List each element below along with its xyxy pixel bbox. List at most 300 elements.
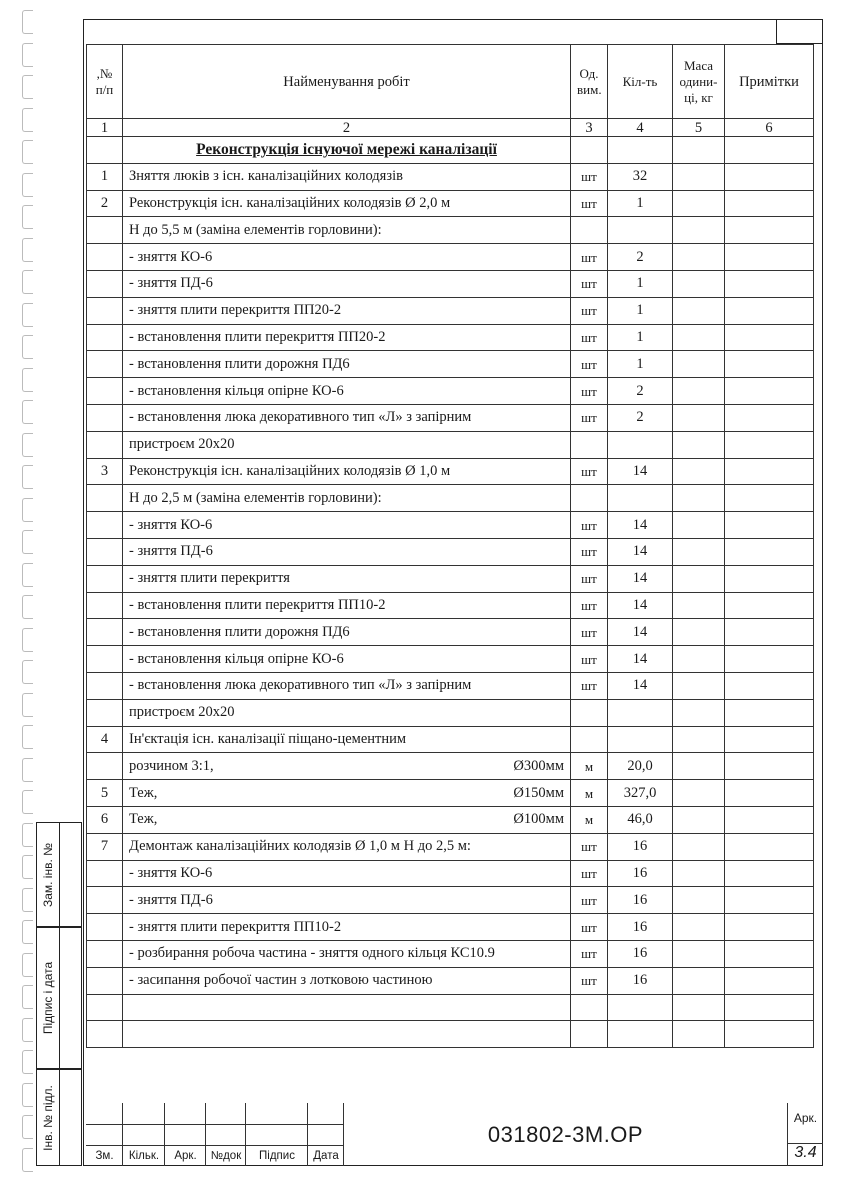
binding-hole xyxy=(22,10,33,34)
row-name: - зняття плити перекриття ПП10-2 xyxy=(123,914,571,941)
title-block xyxy=(86,1103,823,1166)
table-row xyxy=(87,833,814,860)
row-mass xyxy=(673,163,725,190)
binding-hole xyxy=(22,595,33,619)
row-unit: шт xyxy=(571,244,608,271)
row-unit xyxy=(571,1021,608,1048)
row-qty xyxy=(608,485,673,512)
side-label-pidpys: Підпис і дата xyxy=(41,961,55,1035)
row-mass xyxy=(673,378,725,405)
row-number xyxy=(87,860,123,887)
row-qty: 16 xyxy=(608,860,673,887)
row-name xyxy=(123,994,571,1021)
row-name: - встановлення плити перекриття ПП20-2 xyxy=(123,324,571,351)
table-row xyxy=(87,780,814,807)
binding-hole xyxy=(22,1083,33,1107)
binding-hole xyxy=(22,693,33,717)
row-mass xyxy=(673,967,725,994)
table-row xyxy=(87,753,814,780)
row-note xyxy=(725,485,814,512)
side-box-inv-pidl xyxy=(36,1069,82,1166)
table-row xyxy=(87,994,814,1021)
table-row xyxy=(87,619,814,646)
row-name xyxy=(123,1021,571,1048)
table-row xyxy=(87,646,814,673)
binding-hole xyxy=(22,303,33,327)
binding-hole xyxy=(22,498,33,522)
side-box-pidpys xyxy=(36,927,82,1069)
row-note xyxy=(725,646,814,673)
column-number: 4 xyxy=(608,119,673,137)
binding-hole xyxy=(22,1050,33,1074)
row-name: - зняття КО-6 xyxy=(123,512,571,539)
row-note xyxy=(725,217,814,244)
header-mass: Маса одини-ці, кг xyxy=(673,45,725,119)
row-number: 6 xyxy=(87,806,123,833)
row-number xyxy=(87,1021,123,1048)
stamp-label: Арк. xyxy=(174,1150,197,1162)
row-mass xyxy=(673,297,725,324)
row-note xyxy=(725,619,814,646)
row-name: - встановлення кільця опірне КО-6 xyxy=(123,646,571,673)
binding-hole xyxy=(22,43,33,67)
stamp-label: Кільк. xyxy=(128,1150,160,1162)
row-name: - зняття КО-6 xyxy=(123,244,571,271)
row-note xyxy=(725,404,814,431)
row-mass xyxy=(673,860,725,887)
row-qty: 14 xyxy=(608,565,673,592)
table-row xyxy=(87,699,814,726)
row-name: Н до 2,5 м (заміна елементів горловини): xyxy=(123,485,571,512)
row-qty: 1 xyxy=(608,190,673,217)
row-mass xyxy=(673,431,725,458)
row-qty: 327,0 xyxy=(608,780,673,807)
row-name: - встановлення плити дорожня ПД6 xyxy=(123,351,571,378)
row-number xyxy=(87,404,123,431)
row-mass xyxy=(673,619,725,646)
row-mass xyxy=(673,940,725,967)
row-qty: 1 xyxy=(608,351,673,378)
row-note xyxy=(725,431,814,458)
row-unit: шт xyxy=(571,324,608,351)
row-number xyxy=(87,324,123,351)
table-row xyxy=(87,458,814,485)
row-name: - зняття КО-6 xyxy=(123,860,571,887)
row-name: - зняття ПД-6 xyxy=(123,887,571,914)
column-number-row xyxy=(87,119,814,137)
row-number xyxy=(87,431,123,458)
row-number xyxy=(87,672,123,699)
table-row xyxy=(87,806,814,833)
row-note xyxy=(725,967,814,994)
table-row xyxy=(87,967,814,994)
row-qty xyxy=(608,431,673,458)
row-qty xyxy=(608,726,673,753)
binding-hole xyxy=(22,270,33,294)
header-qty: Кіл-ть xyxy=(608,45,673,119)
row-unit: шт xyxy=(571,833,608,860)
binding-hole xyxy=(22,1148,33,1172)
table-row xyxy=(87,726,814,753)
row-qty xyxy=(608,994,673,1021)
binding-hole xyxy=(22,205,33,229)
binding-hole xyxy=(22,140,33,164)
row-diameter: Ø150мм xyxy=(513,784,564,801)
table-row xyxy=(87,914,814,941)
table-row xyxy=(87,351,814,378)
row-unit: шт xyxy=(571,512,608,539)
row-number: 5 xyxy=(87,780,123,807)
row-note xyxy=(725,244,814,271)
row-name-text: розчином 3:1, xyxy=(129,757,214,774)
row-mass xyxy=(673,538,725,565)
row-number xyxy=(87,565,123,592)
table-row xyxy=(87,297,814,324)
row-mass xyxy=(673,458,725,485)
row-note xyxy=(725,190,814,217)
side-label-zam-inv: Зам. інв. № xyxy=(41,842,55,907)
row-unit: м xyxy=(571,753,608,780)
row-name: - зняття плити перекриття xyxy=(123,565,571,592)
row-unit: шт xyxy=(571,619,608,646)
row-name: Реконструкція існ. каналізаційних колодязів Ø 1,0 м xyxy=(123,458,571,485)
row-name-text: Теж, xyxy=(129,811,158,828)
table-row xyxy=(87,1021,814,1048)
row-diameter: Ø100мм xyxy=(513,811,564,828)
header-note: Примітки xyxy=(725,45,814,119)
table-row xyxy=(87,672,814,699)
row-number: 2 xyxy=(87,190,123,217)
row-note xyxy=(725,940,814,967)
row-qty: 1 xyxy=(608,324,673,351)
row-unit: шт xyxy=(571,914,608,941)
works-table xyxy=(86,44,814,1048)
header-unit: Од. вим. xyxy=(571,45,608,119)
row-number xyxy=(87,646,123,673)
binding-hole xyxy=(22,920,33,944)
row-unit: шт xyxy=(571,270,608,297)
row-note xyxy=(725,324,814,351)
binding-hole xyxy=(22,108,33,132)
row-mass xyxy=(673,914,725,941)
row-number: 3 xyxy=(87,458,123,485)
row-unit: шт xyxy=(571,538,608,565)
row-qty: 14 xyxy=(608,646,673,673)
row-mass xyxy=(673,672,725,699)
table-row xyxy=(87,190,814,217)
binding-hole xyxy=(22,888,33,912)
row-qty xyxy=(608,217,673,244)
row-number: 1 xyxy=(87,163,123,190)
sheet-number: 3.4 xyxy=(788,1143,823,1166)
row-note xyxy=(725,538,814,565)
row-note xyxy=(725,833,814,860)
row-diameter: Ø300мм xyxy=(513,757,564,774)
row-mass xyxy=(673,217,725,244)
row-qty: 16 xyxy=(608,914,673,941)
row-number: 7 xyxy=(87,833,123,860)
stamp-label: №док xyxy=(210,1150,242,1162)
header-name: Найменування робіт xyxy=(123,45,571,119)
row-mass xyxy=(673,404,725,431)
row-unit: шт xyxy=(571,190,608,217)
row-mass xyxy=(673,1021,725,1048)
row-mass xyxy=(673,270,725,297)
row-qty: 2 xyxy=(608,378,673,405)
row-number xyxy=(87,619,123,646)
row-number: 4 xyxy=(87,726,123,753)
row-qty: 16 xyxy=(608,887,673,914)
row-note xyxy=(725,565,814,592)
binding-hole xyxy=(22,465,33,489)
row-qty: 1 xyxy=(608,270,673,297)
row-unit: шт xyxy=(571,887,608,914)
binding-holes xyxy=(22,10,36,1170)
row-note xyxy=(725,860,814,887)
row-note xyxy=(725,163,814,190)
row-qty: 14 xyxy=(608,538,673,565)
row-mass xyxy=(673,726,725,753)
binding-hole xyxy=(22,563,33,587)
binding-hole xyxy=(22,790,33,814)
side-label-inv-pidl: Інв. № підл. xyxy=(41,1084,55,1151)
row-note xyxy=(725,994,814,1021)
row-unit: шт xyxy=(571,351,608,378)
document-code: 031802-3М.ОР xyxy=(487,1121,644,1147)
row-number xyxy=(87,914,123,941)
binding-hole xyxy=(22,758,33,782)
row-mass xyxy=(673,244,725,271)
binding-hole xyxy=(22,953,33,977)
row-mass xyxy=(673,592,725,619)
row-unit: шт xyxy=(571,378,608,405)
row-name: пристроєм 20х20 xyxy=(123,431,571,458)
row-number xyxy=(87,270,123,297)
row-number xyxy=(87,592,123,619)
row-number xyxy=(87,538,123,565)
row-mass xyxy=(673,833,725,860)
row-number xyxy=(87,753,123,780)
binding-hole xyxy=(22,75,33,99)
row-name: - зняття ПД-6 xyxy=(123,270,571,297)
binding-hole xyxy=(22,628,33,652)
row-unit xyxy=(571,431,608,458)
row-unit: шт xyxy=(571,163,608,190)
table-row xyxy=(87,378,814,405)
row-qty: 16 xyxy=(608,833,673,860)
header-no: ,№ п/п xyxy=(87,45,123,119)
table-row xyxy=(87,404,814,431)
row-unit xyxy=(571,699,608,726)
table-row xyxy=(87,217,814,244)
stamp-label: Зм. xyxy=(95,1150,114,1162)
row-mass xyxy=(673,887,725,914)
row-unit xyxy=(571,726,608,753)
side-box-zam-inv xyxy=(36,822,82,927)
row-note xyxy=(725,887,814,914)
binding-hole xyxy=(22,1115,33,1139)
row-qty: 20,0 xyxy=(608,753,673,780)
row-number xyxy=(87,887,123,914)
row-qty: 46,0 xyxy=(608,806,673,833)
table-row xyxy=(87,887,814,914)
stamp-label: Підпис xyxy=(259,1150,295,1162)
binding-hole xyxy=(22,530,33,554)
row-number xyxy=(87,378,123,405)
row-unit: шт xyxy=(571,646,608,673)
row-unit: шт xyxy=(571,940,608,967)
row-unit: шт xyxy=(571,297,608,324)
row-unit xyxy=(571,485,608,512)
row-name: Н до 5,5 м (заміна елементів горловини): xyxy=(123,217,571,244)
column-number: 3 xyxy=(571,119,608,137)
row-qty: 14 xyxy=(608,619,673,646)
row-note xyxy=(725,726,814,753)
row-note xyxy=(725,592,814,619)
row-unit: шт xyxy=(571,592,608,619)
row-name: Зняття люків з існ. каналізаційних колодязів xyxy=(123,163,571,190)
binding-hole xyxy=(22,335,33,359)
row-name: - встановлення кільця опірне КО-6 xyxy=(123,378,571,405)
row-number xyxy=(87,217,123,244)
column-number: 6 xyxy=(725,119,814,137)
row-name xyxy=(123,753,571,780)
row-mass xyxy=(673,994,725,1021)
table-row xyxy=(87,485,814,512)
row-unit: м xyxy=(571,780,608,807)
row-qty: 32 xyxy=(608,163,673,190)
binding-hole xyxy=(22,725,33,749)
stamp-label: Дата xyxy=(313,1150,339,1162)
binding-hole xyxy=(22,238,33,262)
binding-hole xyxy=(22,855,33,879)
row-qty: 14 xyxy=(608,592,673,619)
row-unit: шт xyxy=(571,967,608,994)
row-name: - розбирання робоча частина - зняття одного кільця КС10.9 xyxy=(123,940,571,967)
binding-hole xyxy=(22,368,33,392)
row-name: - зняття ПД-6 xyxy=(123,538,571,565)
row-name: - зняття плити перекриття ПП20-2 xyxy=(123,297,571,324)
table-header-row xyxy=(87,45,814,119)
table-row xyxy=(87,538,814,565)
table-row xyxy=(87,431,814,458)
row-unit xyxy=(571,217,608,244)
row-note xyxy=(725,1021,814,1048)
row-name: - встановлення плити перекриття ПП10-2 xyxy=(123,592,571,619)
row-mass xyxy=(673,753,725,780)
row-number xyxy=(87,351,123,378)
row-mass xyxy=(673,190,725,217)
row-number xyxy=(87,967,123,994)
row-note xyxy=(725,753,814,780)
row-note xyxy=(725,806,814,833)
row-qty: 1 xyxy=(608,297,673,324)
row-mass xyxy=(673,699,725,726)
row-name xyxy=(123,806,571,833)
row-number xyxy=(87,297,123,324)
column-number: 2 xyxy=(123,119,571,137)
row-number xyxy=(87,485,123,512)
row-name: - засипання робочої частин з лотковою частиною xyxy=(123,967,571,994)
column-number: 1 xyxy=(87,119,123,137)
row-mass xyxy=(673,485,725,512)
row-note xyxy=(725,512,814,539)
row-number xyxy=(87,940,123,967)
row-name xyxy=(123,780,571,807)
row-name: пристроєм 20х20 xyxy=(123,699,571,726)
frame-corner-box xyxy=(776,20,822,44)
row-mass xyxy=(673,565,725,592)
row-mass xyxy=(673,806,725,833)
column-number: 5 xyxy=(673,119,725,137)
row-note xyxy=(725,378,814,405)
sheet-box xyxy=(787,1103,823,1166)
row-number xyxy=(87,994,123,1021)
row-mass xyxy=(673,324,725,351)
row-mass xyxy=(673,351,725,378)
sheet-label: Арк. xyxy=(793,1111,818,1125)
row-unit xyxy=(571,994,608,1021)
section-title: Реконструкція існуючої мережі каналізації xyxy=(123,137,571,164)
row-note xyxy=(725,672,814,699)
row-note xyxy=(725,458,814,485)
row-unit: шт xyxy=(571,860,608,887)
row-note xyxy=(725,780,814,807)
row-number xyxy=(87,699,123,726)
row-name-text: Теж, xyxy=(129,784,158,801)
table-row xyxy=(87,163,814,190)
row-note xyxy=(725,351,814,378)
binding-hole xyxy=(22,985,33,1009)
row-mass xyxy=(673,646,725,673)
table-row xyxy=(87,512,814,539)
row-qty xyxy=(608,1021,673,1048)
row-mass xyxy=(673,512,725,539)
row-qty: 16 xyxy=(608,967,673,994)
row-number xyxy=(87,244,123,271)
table-row xyxy=(87,270,814,297)
row-unit: шт xyxy=(571,458,608,485)
binding-hole xyxy=(22,400,33,424)
binding-hole xyxy=(22,660,33,684)
row-name: - встановлення люка декоративного тип «Л» з запірним xyxy=(123,672,571,699)
row-unit: шт xyxy=(571,404,608,431)
row-qty: 2 xyxy=(608,244,673,271)
section-row xyxy=(87,137,814,164)
row-name: - встановлення люка декоративного тип «Л» з запірним xyxy=(123,404,571,431)
row-name: - встановлення плити дорожня ПД6 xyxy=(123,619,571,646)
row-qty xyxy=(608,699,673,726)
row-mass xyxy=(673,780,725,807)
row-unit: шт xyxy=(571,672,608,699)
table-row xyxy=(87,324,814,351)
binding-hole xyxy=(22,1018,33,1042)
row-note xyxy=(725,270,814,297)
row-number xyxy=(87,512,123,539)
row-note xyxy=(725,297,814,324)
row-note xyxy=(725,699,814,726)
row-qty: 14 xyxy=(608,512,673,539)
row-unit: шт xyxy=(571,565,608,592)
row-note xyxy=(725,914,814,941)
row-qty: 16 xyxy=(608,940,673,967)
table-row xyxy=(87,940,814,967)
binding-hole xyxy=(22,433,33,457)
binding-hole xyxy=(22,823,33,847)
row-qty: 14 xyxy=(608,458,673,485)
binding-hole xyxy=(22,173,33,197)
row-unit: м xyxy=(571,806,608,833)
